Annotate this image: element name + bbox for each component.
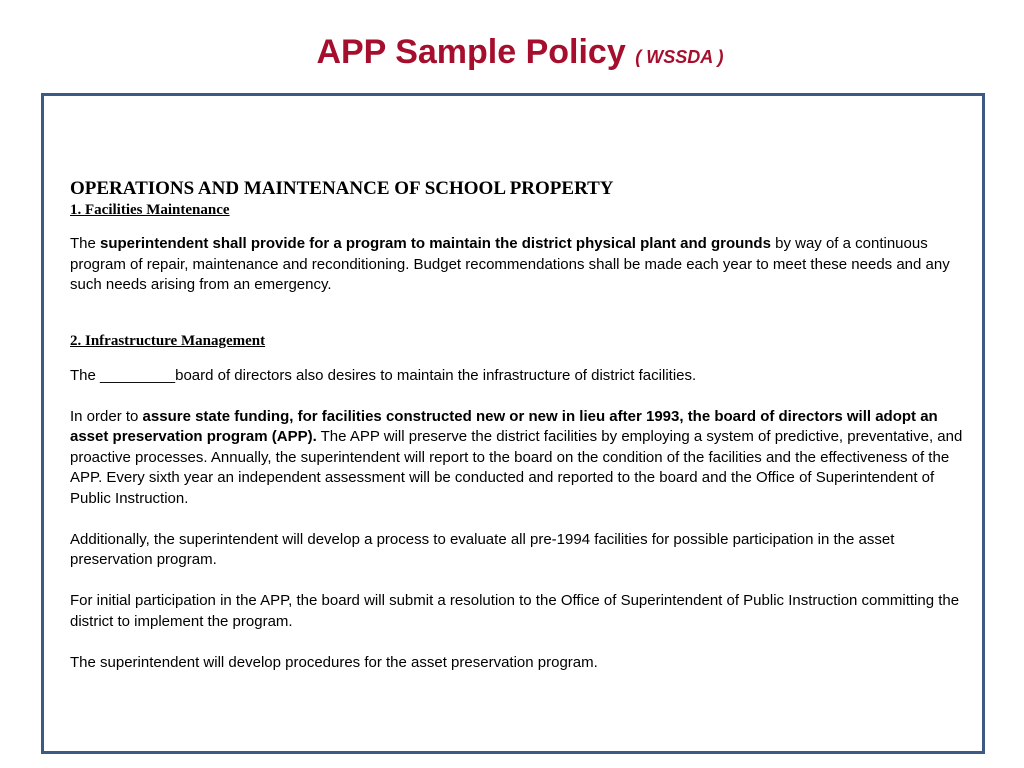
title-main: APP Sample Policy	[316, 33, 626, 71]
policy-content	[70, 178, 968, 673]
section-1-paragraph	[70, 234, 968, 296]
section-2-title: 2. Infrastructure Management	[70, 332, 266, 349]
policy-panel	[41, 93, 985, 754]
title-subtitle: ( WSSDA )	[635, 47, 724, 67]
paragraph-text: by way of a continuous program of repair, maintenance and reconditioning. Budget recommendations shall be made each year to meet these needs and any such needs arising from an emergency.	[70, 235, 950, 293]
section-2-paragraph-4: For initial participation in the APP, the board will submit a resolution to the Office of Superintendent of Public Instruction committing the district to implement the program.	[70, 592, 960, 630]
paragraph-bold-text: assure state funding, for facilities constructed new or new in lieu after 1993, the board of directors will adopt an asset preservation program (APP).	[70, 407, 938, 445]
paragraph-text: The APP will preserve the district facilities by employing a system of predictive, preventative, and proactive processes. Annually, the superintendent will report to the board on the condition of the facilities and the effectiveness of the APP. Every sixth year an independent assessment will be conducted and reported to the board and the Office of Superintendent of Public Instruction.	[70, 428, 963, 507]
slide-title	[0, 30, 1024, 79]
section-2-paragraph-2	[70, 407, 968, 510]
section-2-paragraph-1: The _________board of directors also desires to maintain the infrastructure of district facilities.	[70, 366, 697, 384]
section-2-paragraph-5: The superintendent will develop procedures for the asset preservation program.	[70, 653, 598, 671]
document-heading: OPERATIONS AND MAINTENANCE OF SCHOOL PROPERTY	[70, 178, 614, 199]
paragraph-text: The	[70, 235, 101, 252]
paragraph-bold-text: superintendent shall provide for a program to maintain the district physical plant and grounds	[100, 235, 771, 252]
section-2-paragraph-3: Additionally, the superintendent will develop a process to evaluate all pre-1994 facilities for possible participation in the asset preservation program.	[70, 530, 895, 568]
section-1-title: 1. Facilities Maintenance	[70, 202, 230, 218]
paragraph-text: In order to	[70, 407, 143, 425]
